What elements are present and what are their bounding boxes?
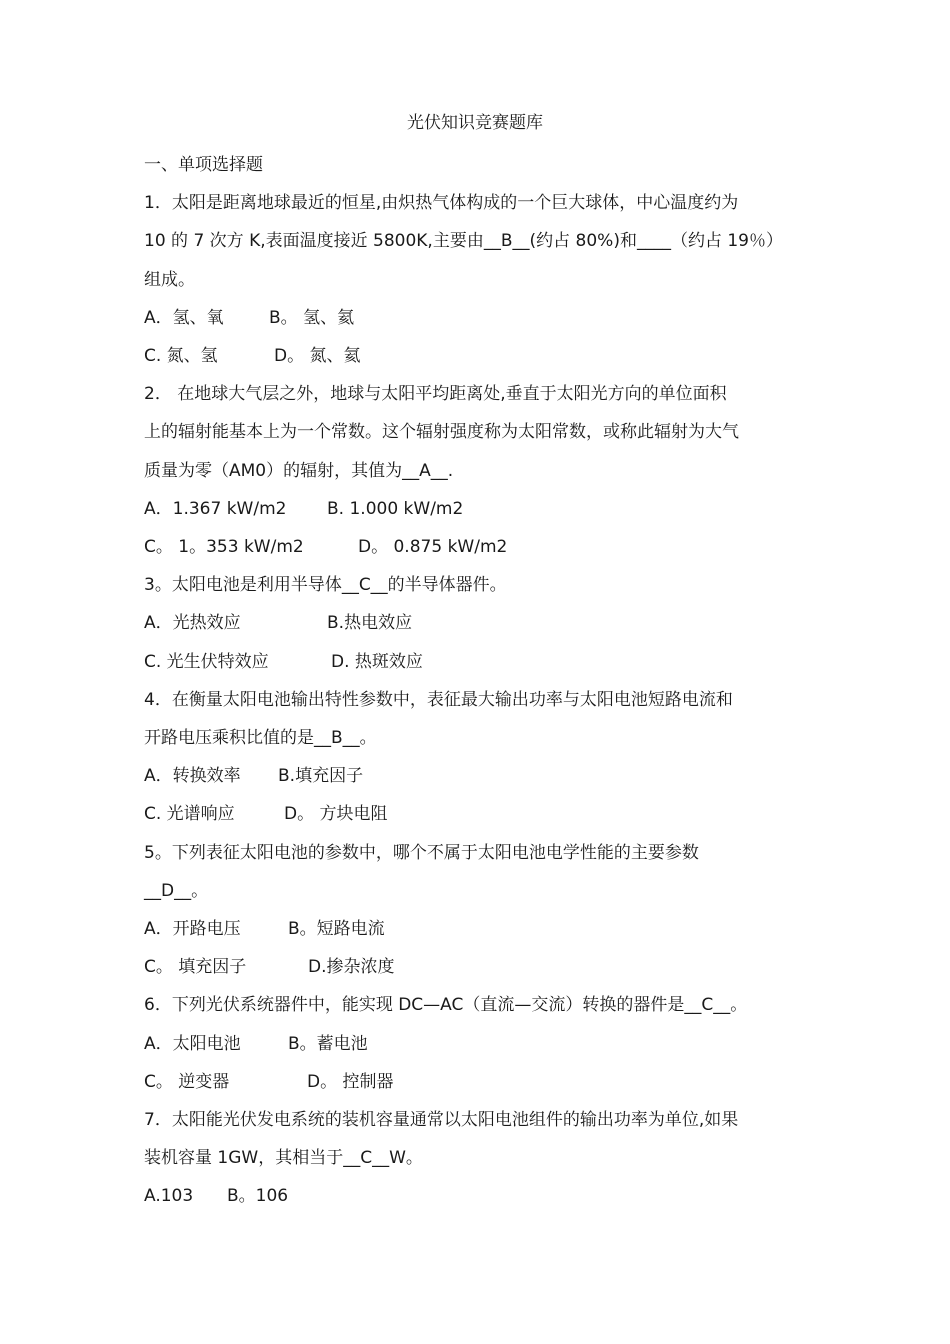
option: C. 氮、氢 xyxy=(144,346,218,367)
option: A．转换效率 xyxy=(144,766,241,787)
option-row xyxy=(144,910,824,948)
question-text-line: 3。太阳电池是利用半导体__C__的半导体器件。 xyxy=(144,575,507,596)
question-text-line: 装机容量 1GW，其相当于__C__W。 xyxy=(144,1148,423,1169)
question-text-line: 质量为零（AM0）的辐射，其值为__A__. xyxy=(144,460,454,481)
option-row xyxy=(144,1177,824,1215)
question-2 xyxy=(144,375,824,566)
question-3 xyxy=(144,566,824,681)
question-text-line: 5。下列表征太阳电池的参数中，哪个不属于太阳电池电学性能的主要参数 xyxy=(144,842,699,863)
option-row xyxy=(144,1063,824,1101)
option-row xyxy=(144,604,824,642)
question-text-line: 2． 在地球大气层之外，地球与太阳平均距离处,垂直于太阳光方向的单位面积 xyxy=(144,384,727,405)
question-text-line: 10 的 7 次方 K,表面温度接近 5800K,主要由__B__(约占 80%)和____（约占 19％） xyxy=(144,231,783,252)
option: C. 光生伏特效应 xyxy=(144,651,269,672)
option: B。短路电流 xyxy=(288,919,385,940)
option-row xyxy=(144,757,824,795)
question-text-line: 上的辐射能基本上为一个常数。这个辐射强度称为太阳常数，或称此辐射为大气 xyxy=(144,422,739,443)
question-text-line: 7．太阳能光伏发电系统的装机容量通常以太阳电池组件的输出功率为单位,如果 xyxy=(144,1110,739,1131)
option: D. 热斑效应 xyxy=(331,651,423,672)
option: A.103 xyxy=(144,1186,194,1207)
option: C。 1。353 kW/m2 xyxy=(144,537,304,558)
option: B。 氢、氦 xyxy=(269,307,355,328)
option-row xyxy=(144,490,824,528)
question-text-line: 开路电压乘积比值的是__B__。 xyxy=(144,728,377,749)
question-text-line: 组成。 xyxy=(144,269,195,290)
document-title: 光伏知识竞赛题库 xyxy=(407,113,543,133)
option: B.填充因子 xyxy=(278,766,364,787)
option-row xyxy=(144,337,824,375)
question-6 xyxy=(144,986,824,1101)
option: B。蓄电池 xyxy=(288,1033,368,1054)
option: B. 1.000 kW/m2 xyxy=(327,498,464,519)
option: A．开路电压 xyxy=(144,919,241,940)
question-text-line: 6．下列光伏系统器件中，能实现 DC—AC（直流—交流）转换的器件是__C__。 xyxy=(144,995,748,1016)
document-body xyxy=(144,146,824,1216)
option-row xyxy=(144,528,824,566)
option: D。 控制器 xyxy=(307,1071,394,1092)
option: A．光热效应 xyxy=(144,613,241,634)
option-row xyxy=(144,1025,824,1063)
option: D。 0.875 kW/m2 xyxy=(358,537,508,558)
option: D。 氮、氦 xyxy=(274,346,361,367)
option: B.热电效应 xyxy=(327,613,413,634)
option: A．1.367 kW/m2 xyxy=(144,498,287,519)
question-text-line: 1．太阳是距离地球最近的恒星,由炽热气体构成的一个巨大球体，中心温度约为 xyxy=(144,193,739,214)
option: D.掺杂浓度 xyxy=(308,957,395,978)
option-row xyxy=(144,643,824,681)
question-4 xyxy=(144,681,824,834)
question-1 xyxy=(144,184,824,375)
option: A．太阳电池 xyxy=(144,1033,241,1054)
question-5 xyxy=(144,834,824,987)
option: C。 填充因子 xyxy=(144,957,247,978)
question-7 xyxy=(144,1101,824,1216)
question-text-line: __D__。 xyxy=(144,880,209,901)
option: C. 光谱响应 xyxy=(144,804,235,825)
option: D。 方块电阻 xyxy=(284,804,388,825)
option: A．氢、氧 xyxy=(144,307,224,328)
option-row xyxy=(144,299,824,337)
option-row xyxy=(144,795,824,833)
section-heading: 一、单项选择题 xyxy=(144,155,263,175)
question-text-line: 4．在衡量太阳电池输出特性参数中，表征最大输出功率与太阳电池短路电流和 xyxy=(144,689,733,710)
option: C。 逆变器 xyxy=(144,1071,230,1092)
option-row xyxy=(144,948,824,986)
option: B。106 xyxy=(227,1186,289,1207)
